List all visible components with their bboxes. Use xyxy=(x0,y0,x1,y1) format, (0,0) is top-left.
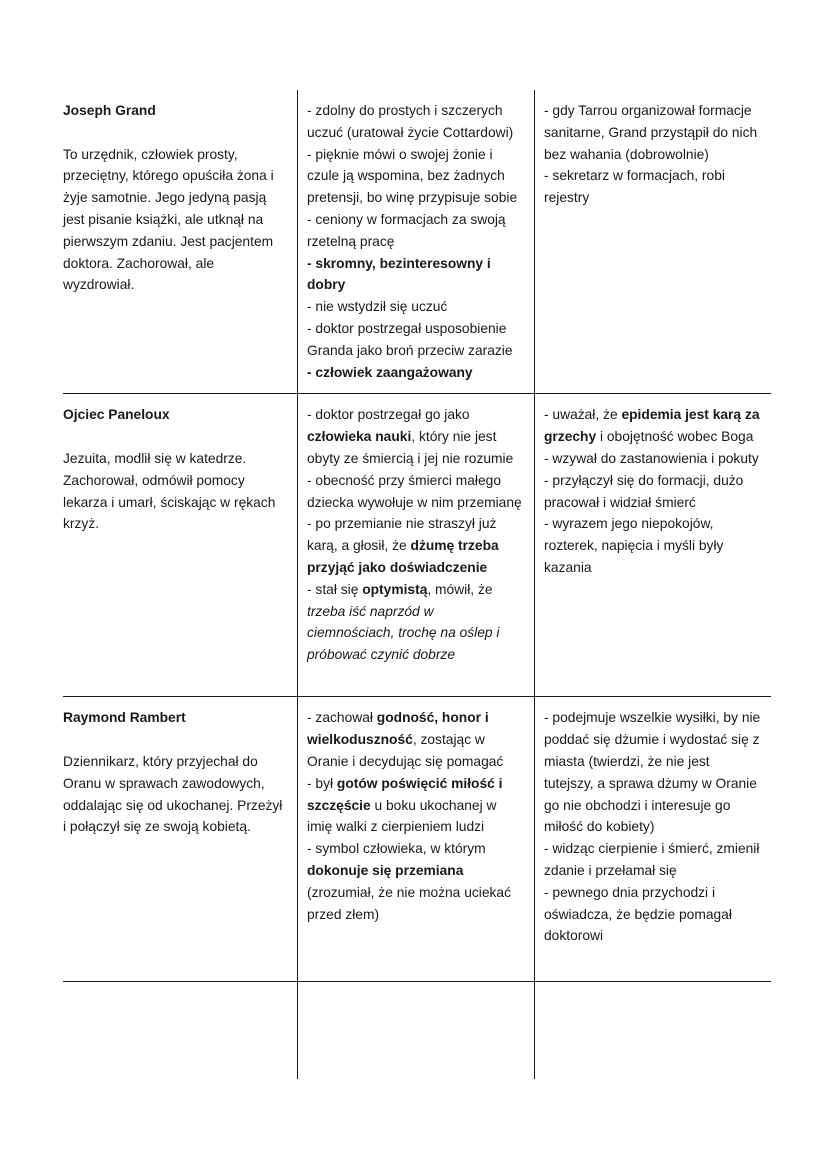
paragraph xyxy=(307,253,524,297)
table-cell xyxy=(534,394,771,696)
text-run: - sekretarz w formacjach, robi rejestry xyxy=(544,168,725,206)
text-run: - nie wstydził się uczuć xyxy=(307,299,448,315)
paragraph xyxy=(544,882,761,947)
text-run: - pięknie mówi o swojej żonie i czule ją wspomina, bez żadnych pretensji, bo winę przypisuje sobie xyxy=(307,146,518,206)
paragraph xyxy=(307,362,524,384)
text-run: - po przemianie nie straszył już karą, a głosił, że xyxy=(307,516,497,554)
text-run: - widząc cierpienie i śmierć, zmienił zdanie i przełamał się xyxy=(544,841,760,878)
text-run: - wzywał do zastanowienia i pokuty xyxy=(544,450,759,466)
paragraph xyxy=(544,838,761,882)
text-run: - stał się xyxy=(307,581,363,597)
paragraph xyxy=(544,100,761,165)
text-run: Dziennikarz, który przyjechał do Oranu w sprawach zawodowych, oddalając się od ukochanej. Przeżył i połączył się ze swoją kobietą. xyxy=(63,753,283,835)
table-cell xyxy=(297,982,534,1079)
paragraph xyxy=(63,707,283,729)
paragraph xyxy=(544,404,761,448)
paragraph xyxy=(307,404,524,469)
text-run: godność, honor i wielkoduszność xyxy=(307,710,489,748)
paragraph xyxy=(307,513,524,578)
text-run: , który nie jest obyty ze śmiercią i jej nie rozumie xyxy=(307,429,514,466)
paragraph xyxy=(307,579,524,666)
text-run: - pewnego dnia przychodzi i oświadcza, że będzie pomagał doktorowi xyxy=(544,884,732,944)
paragraph xyxy=(307,209,524,253)
text-run: - uważał, że xyxy=(544,407,622,423)
text-run: epidemia jest karą za grzechy xyxy=(544,407,760,445)
text-run: - symbol człowieka, w którym xyxy=(307,841,486,857)
paragraph xyxy=(63,122,283,144)
paragraph xyxy=(307,100,524,144)
table-cell xyxy=(534,982,771,1079)
text-run: dżumę trzeba przyjąć jako doświadczenie xyxy=(307,538,499,575)
text-run: - gdy Tarrou organizował formacje sanitarne, Grand przystąpił do nich bez wahania (dobrowolnie) xyxy=(544,103,758,162)
table-cell xyxy=(63,697,297,981)
table-row xyxy=(63,982,771,1079)
text-run: (zrozumiał, że nie można uciekać przed złem) xyxy=(307,884,511,922)
paragraph xyxy=(63,100,283,122)
table-cell xyxy=(534,697,771,981)
paragraph xyxy=(307,318,524,362)
paragraph xyxy=(544,470,761,514)
table-row xyxy=(63,394,771,697)
table-cell xyxy=(63,394,297,696)
table-row xyxy=(63,90,771,394)
paragraph xyxy=(307,296,524,318)
text-run: To urzędnik, człowiek prosty, przeciętny, którego opuściła żona i żyje samotnie. Jego jedyną pasją jest pisanie książki, ale utknął na pierwszym zdaniu. Jest pacjentem doktora. Zachorował, ale wyzdrowiał. xyxy=(63,146,274,293)
paragraph xyxy=(307,773,524,838)
text-run: u boku ukochanej w imię walki z cierpieniem ludzi xyxy=(307,797,497,835)
table-cell xyxy=(297,697,534,981)
table-row xyxy=(63,697,771,982)
text-run: Joseph Grand xyxy=(63,103,156,118)
text-run: - podejmuje wszelkie wysiłki, by nie poddać się dżumie i wydostać się z miasta (twierdzi, że nie jest tutejszy, a sprawa dżumy w Oranie go nie obchodzi i interesuje go miłość do kobiety) xyxy=(544,710,761,835)
text-run: - zachował xyxy=(307,710,377,726)
paragraph xyxy=(63,426,283,448)
text-run: - był xyxy=(307,775,337,791)
paragraph xyxy=(63,144,283,297)
paragraph xyxy=(544,165,761,209)
text-run: optymistą xyxy=(362,581,428,597)
character-table xyxy=(63,90,771,1079)
text-run: dokonuje się przemiana xyxy=(307,862,464,878)
paragraph xyxy=(63,751,283,838)
text-run: - obecność przy śmierci małego dziecka wywołuje w nim przemianę xyxy=(307,472,522,510)
text-run: Jezuita, modlił się w katedrze. Zachorował, odmówił pomocy lekarza i umarł, ściskając w rękach krzyż. xyxy=(63,450,276,532)
paragraph xyxy=(307,470,524,514)
paragraph xyxy=(307,707,524,772)
text-run: , mówił, że xyxy=(427,581,493,597)
text-run: człowieka nauki xyxy=(307,429,412,445)
table-cell xyxy=(297,394,534,696)
text-run: gotów poświęcić miłość i szczęście xyxy=(307,775,503,813)
paragraph xyxy=(63,729,283,751)
text-run: - doktor postrzegał usposobienie Granda jako broń przeciw zarazie xyxy=(307,320,513,358)
text-run: Ojciec Paneloux xyxy=(63,407,170,423)
table-cell xyxy=(534,90,771,393)
text-run: - doktor postrzegał go jako xyxy=(307,407,470,423)
text-run: - ceniony w formacjach za swoją rzetelną pracę xyxy=(307,211,506,249)
text-run: , zostając w Oranie i decydując się pomagać xyxy=(307,732,504,769)
paragraph xyxy=(544,513,761,578)
paragraph xyxy=(63,448,283,535)
text-run: - człowiek zaangażowany xyxy=(307,364,473,380)
text-run: trzeba iść naprzód w ciemnościach, trochę na oślep i próbować czynić dobrze xyxy=(307,603,500,663)
paragraph xyxy=(544,707,761,838)
paragraph xyxy=(544,448,761,470)
table-cell xyxy=(63,982,297,1079)
text-run: Raymond Rambert xyxy=(63,710,186,726)
text-run: - zdolny do prostych i szczerych uczuć (uratował życie Cottardowi) xyxy=(307,103,514,140)
text-run: - przyłączył się do formacji, dużo pracował i widział śmierć xyxy=(544,472,744,510)
paragraph xyxy=(307,838,524,925)
text-run: i obojętność wobec Boga xyxy=(596,429,754,445)
paragraph xyxy=(63,404,283,426)
text-run: - wyrazem jego niepokojów, rozterek, napięcia i myśli były kazania xyxy=(544,516,724,575)
paragraph xyxy=(307,144,524,209)
table-cell xyxy=(63,90,297,393)
text-run: - skromny, bezinteresowny i dobry xyxy=(307,255,491,293)
table-cell xyxy=(297,90,534,393)
